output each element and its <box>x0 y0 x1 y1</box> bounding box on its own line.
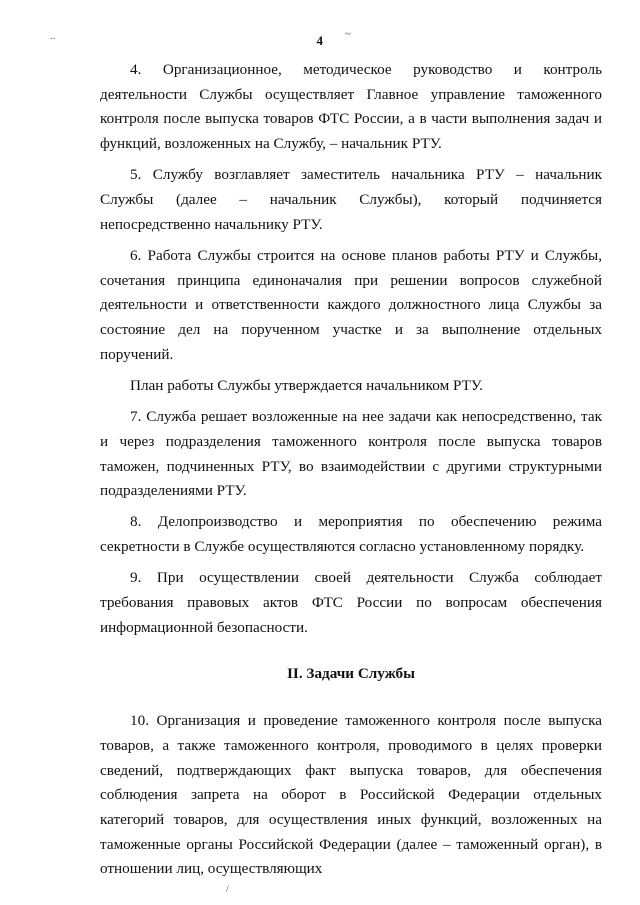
scan-artifact-top-left: .. <box>50 30 56 42</box>
paragraph-5: 5. Службу возглавляет заместитель начальника РТУ – начальник Службы (далее – начальник Службы), который подчиняется непосредственно начальнику РТУ. <box>100 166 602 233</box>
paragraph-4: 4. Организационное, методическое руководство и контроль деятельности Службы осуществляет Главное управление таможенного контроля после выпуска товаров ФТС России, а в части выполнения задач и функций, возложенных на Службу, – начальник РТУ. <box>100 61 602 153</box>
scan-artifact-top-center: ~ <box>345 28 351 40</box>
paragraph-9: 9. При осуществлении своей деятельности Служба соблюдает требования правовых актов ФТС России по вопросам обеспечения информационной безопасности. <box>100 569 602 636</box>
paragraph-10: 10. Организация и проведение таможенного контроля после выпуска товаров, а также таможенного контроля, проводимого в целях проверки сведений, подтверждающих факт выпуска товаров, для обеспечения соблюдения запрета на оборот в Российской Федерации отдельных категорий товаров, для осуществления иных функций, возложенных на таможенные органы Российской Федерации (далее – таможенный орган), в отношении лиц, осуществляющих <box>100 712 602 878</box>
paragraph-8: 8. Делопроизводство и мероприятия по обеспечению режима секретности в Службе осуществляются согласно установленному порядку. <box>100 513 602 556</box>
scan-artifact-bottom: / <box>226 884 229 895</box>
section-heading: II. Задачи Службы <box>287 665 415 683</box>
paragraph-7: 7. Служба решает возложенные на нее задачи как непосредственно, так и через подразделения таможенного контроля после выпуска товаров таможен, подчиненных РТУ, во взаимодействии с другими структурными подразделениями РТУ. <box>100 408 602 500</box>
document-body <box>100 58 602 889</box>
paragraph-work-plan: План работы Службы утверждается начальником РТУ. <box>130 376 483 394</box>
paragraph-6: 6. Работа Службы строится на основе планов работы РТУ и Службы, сочетания принципа единоначалия при решении вопросов служебной деятельности и ответственности каждого должностного лица Службы за состояние дел на порученном участке и за выполнение отдельных поручений. <box>100 246 602 363</box>
page-number: 4 <box>316 33 324 48</box>
